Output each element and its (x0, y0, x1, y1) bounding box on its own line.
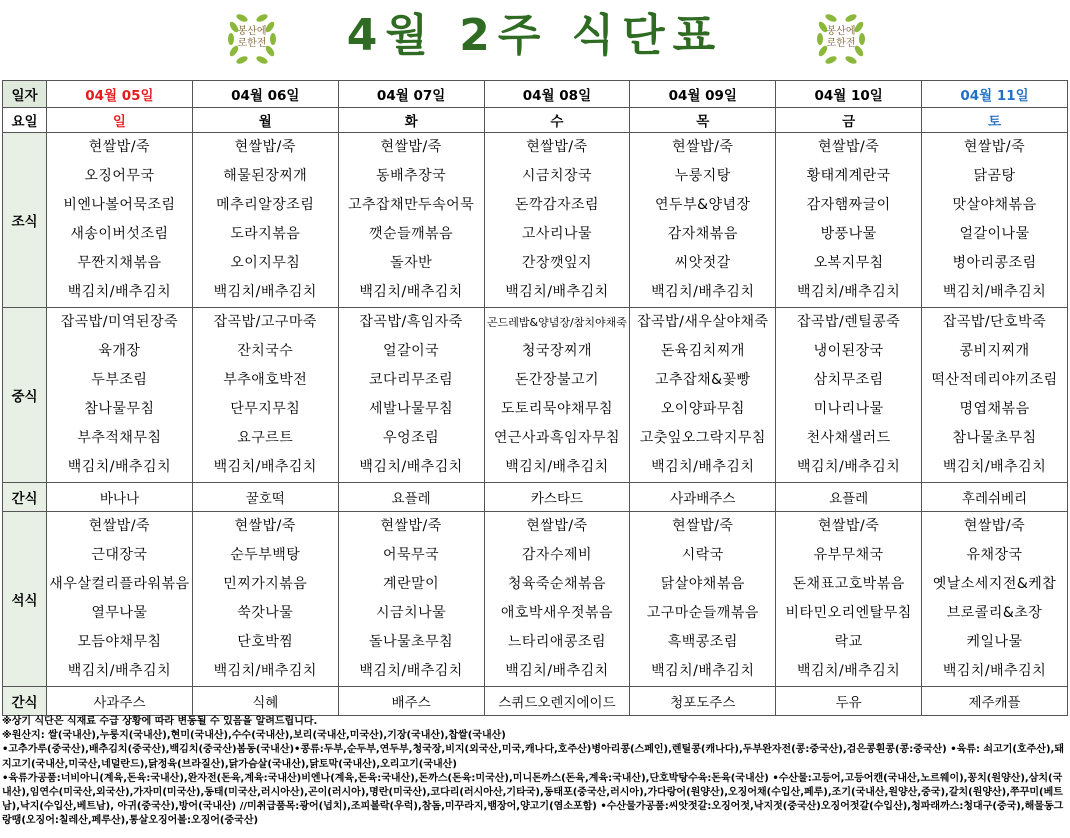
logo-text-line1: 봉산에 (826, 26, 856, 37)
dish-item: 누룽지탕 (674, 168, 731, 184)
date-cell: 04월 11일 (922, 81, 1068, 108)
dish-item: 백김치/배추김치 (213, 284, 317, 300)
dish-item: 병아리콩조림 (952, 255, 1037, 271)
breakfast-cell (338, 133, 484, 308)
dish-item: 깻순들깨볶음 (369, 226, 454, 242)
dish-item: 세발나물무침 (369, 401, 454, 417)
dish-item: 잡곡밥/고구마죽 (213, 314, 317, 330)
dish-item: 현쌀밥/죽 (526, 518, 588, 534)
lunch-cell (776, 308, 922, 483)
dish-item: 케일나물 (966, 634, 1023, 650)
snack2-label: 간식 (3, 687, 47, 716)
dish-item: 코다리무조림 (369, 372, 454, 388)
weekday-cell: 수 (484, 108, 630, 133)
dish-item: 냉이된장국 (813, 343, 884, 359)
date-cell: 04월 05일 (47, 81, 193, 108)
dish-item: 고구마순들깨볶음 (646, 605, 759, 621)
dish-item: 감자햄짜글이 (806, 197, 891, 213)
snack-cell: 사과배주스 (630, 483, 776, 512)
dish-item: 백김치/배추김치 (505, 459, 609, 475)
lunch-cell (630, 308, 776, 483)
breakfast-label: 조식 (3, 133, 47, 308)
date-cell: 04월 07일 (338, 81, 484, 108)
lunch-label: 중식 (3, 308, 47, 483)
snack-cell: 바나나 (47, 483, 193, 512)
dish-item: 비타민오리엔탈무침 (785, 605, 912, 621)
dish-item: 부추적채무침 (77, 430, 162, 446)
dish-item: 비엔나볼어묵조림 (63, 197, 176, 213)
dish-item: 돌자반 (390, 255, 433, 271)
dish-item: 백김치/배추김치 (651, 663, 755, 679)
snack-cell: 후레쉬베리 (922, 483, 1068, 512)
dinner-cell (922, 512, 1068, 687)
dish-item: 육개장 (98, 343, 141, 359)
dish-item: 백김치/배추김치 (796, 284, 901, 300)
dish-item: 현쌀밥/죽 (88, 139, 151, 155)
dish-item: 백김치/배추김치 (942, 663, 1047, 679)
dish-item: 백김치/배추김치 (942, 284, 1047, 300)
dish-item: 현쌀밥/죽 (817, 139, 880, 155)
lunch-cell (922, 308, 1068, 483)
lunch-cell (338, 308, 484, 483)
dish-item: 오이양파무침 (660, 401, 745, 417)
dish-item: 돈채표고호박볶음 (792, 576, 905, 592)
dish-item: 잡곡밥/렌틸콩죽 (796, 314, 901, 330)
dish-item: 오징어무국 (84, 168, 155, 184)
dish-item: 현쌀밥/죽 (88, 518, 151, 534)
dish-item: 우엉조림 (383, 430, 440, 446)
dinner-cell (776, 512, 922, 687)
dish-item: 현쌀밥/죽 (526, 139, 588, 155)
dish-item: 유채장국 (966, 547, 1023, 563)
dish-item: 얼갈이국 (383, 343, 440, 359)
snack-cell: 요플레 (776, 483, 922, 512)
note-line: •육류가공품:너비아니(계육,돈육:국내산),완자전(돈육,계육:국내산)비엔나(계육,돈육:국내산),돈까스(돈육:미국산),미니돈까스(돈육,계육:국내산),단호박탕수육:돈육(국내산) •수산물:고등어,고등어캔(국내산,노르웨이),꽁치(원양산),삼치(국내산),임연수(미국산,외국산),가자미(미국산),동태(미국산,러시아산),곤이(러시아),명란(미국산),코다리(러시아산,기타국),동태포(중국산,러시아),가다랑어(원양산),오징어채(수입산,페루),조기(국내산,원양산,중국),갈치(원양산),쭈꾸미(베트남),낙지(수입산,베트남), 아귀(중국산),방어(국내산) //미취급품목:광어(넙치),조피볼락(우럭),참돔,미꾸라지,뱀장어,양고기(염소포함) •수산물가공품:씨앗젓갈:오징어젓,낙지젓(중국산)오징어젓갈(수입산),청파래까스:청대구(중국),해물동그랑땡(오징어:칠레산,페루산),통살오징어볼:오징어(중국산) (2, 772, 1064, 827)
dish-item: 새송이버섯조림 (70, 226, 169, 242)
snack-cell: 요플레 (338, 483, 484, 512)
dish-item: 현쌀밥/죽 (380, 518, 442, 534)
dish-item: 백김치/배추김치 (359, 459, 463, 475)
dish-item: 해물된장찌개 (223, 168, 308, 184)
breakfast-cell (922, 133, 1068, 308)
breakfast-cell (630, 133, 776, 308)
dish-item: 현쌀밥/죽 (234, 518, 296, 534)
dish-item: 참나물초무침 (952, 430, 1037, 446)
dish-item: 현쌀밥/죽 (672, 518, 734, 534)
dish-item: 흑백콩조림 (667, 634, 738, 650)
date-cell: 04월 06일 (192, 81, 338, 108)
origin-notes (2, 715, 1066, 829)
snack-cell: 꿀호떡 (192, 483, 338, 512)
dish-item: 단호박찜 (237, 634, 294, 650)
dish-item: 백김치/배추김치 (67, 459, 172, 475)
dish-item: 열무나물 (91, 605, 148, 621)
dish-item: 황태계계란국 (806, 168, 891, 184)
weekday-cell: 금 (776, 108, 922, 133)
dish-item: 민찌가지볶음 (223, 576, 308, 592)
dish-item: 고춧잎오그락지무침 (639, 430, 766, 446)
weekday-cell: 화 (338, 108, 484, 133)
dish-item: 감자채볶음 (667, 226, 738, 242)
dish-item: 닭곰탕 (973, 168, 1016, 184)
dish-item: 돈간장불고기 (514, 372, 600, 388)
weekday-cell: 목 (630, 108, 776, 133)
dish-item: 백김치/배추김치 (651, 459, 755, 475)
menu-table (2, 80, 1068, 716)
dish-item: 현쌀밥/죽 (817, 518, 880, 534)
note-line: ※원산지: 쌀(국내산),누룽지(국내산),현미(국내산),수수(국내산),보리(국내산,미국산),기장(국내산),찹쌀(국내산) (2, 730, 506, 742)
note-line: ※상기 식단은 식재료 수급 상황에 따라 변동될 수 있음을 알려드립니다. (2, 716, 318, 727)
breakfast-cell (47, 133, 193, 308)
dish-item: 계란말이 (383, 576, 440, 592)
dish-item: 얼갈이나물 (959, 226, 1030, 242)
dish-item: 락교 (834, 634, 863, 650)
dish-item: 백김치/배추김치 (213, 663, 317, 679)
date-label: 일자 (3, 81, 47, 108)
dish-item: 돈깍감자조림 (514, 197, 600, 213)
dish-item: 모듬야채무침 (77, 634, 162, 650)
date-cell: 04월 10일 (776, 81, 922, 108)
dish-item: 새우살컬리플라워볶음 (49, 576, 190, 592)
dish-item: 근대장국 (91, 547, 148, 563)
dish-item: 느타리애콩조림 (507, 634, 607, 650)
dish-item: 잡곡밥/흑임자죽 (359, 314, 463, 330)
dish-item: 잡곡밥/새우살야채죽 (637, 314, 769, 330)
dinner-cell (338, 512, 484, 687)
dish-item: 시락국 (681, 547, 724, 563)
snack-cell: 배주스 (338, 687, 484, 716)
dinner-cell (47, 512, 193, 687)
dinner-cell (192, 512, 338, 687)
weekday-cell: 일 (47, 108, 193, 133)
lunch-cell (192, 308, 338, 483)
dish-item: 백김치/배추김치 (796, 459, 901, 475)
lunch-cell (47, 308, 193, 483)
dish-item: 콩비지찌개 (959, 343, 1030, 359)
lunch-cell (484, 308, 630, 483)
dish-item: 시금치나물 (376, 605, 447, 621)
dish-item: 방풍나물 (820, 226, 877, 242)
dish-item: 백김치/배추김치 (505, 663, 609, 679)
dish-item: 도토리묵야채무침 (500, 401, 614, 417)
dish-item: 애호박새우젓볶음 (500, 605, 614, 621)
dinner-cell (630, 512, 776, 687)
snack-cell: 사과주스 (47, 687, 193, 716)
dish-item: 잔치국수 (237, 343, 294, 359)
dish-item: 돌나물초무침 (369, 634, 454, 650)
logo-text (812, 26, 870, 50)
dish-item: 연두부&양념장 (655, 197, 751, 213)
dish-item: 돈육김치찌개 (660, 343, 745, 359)
breakfast-cell (192, 133, 338, 308)
dish-item: 닭살야채볶음 (660, 576, 745, 592)
dish-item: 오복지무침 (813, 255, 884, 271)
dish-item: 백김치/배추김치 (213, 459, 317, 475)
dish-item: 유부무채국 (813, 547, 884, 563)
dish-item: 현쌀밥/죽 (234, 139, 296, 155)
date-cell: 04월 08일 (484, 81, 630, 108)
dish-item: 청육죽순채볶음 (507, 576, 607, 592)
dish-item: 참나물무침 (84, 401, 155, 417)
dish-item: 현쌀밥/죽 (380, 139, 442, 155)
note-line: •고추가루(중국산),배추김치(중국산),백김치(중국산)봄동(국내산)•콩류:두부,순두부,연두부,청국장,비지(외국산,미국,캐나다,호주산)병아리콩(스페인),렌틸콩(캐나다),두부완자전(콩:중국산),검은콩흰콩(콩:중국산) •육류: 쇠고기(호주산),돼지고기(국내산,미국산,네덜란드),닭정육(브라질산),닭가슴살(국내산),닭토막(국내산),오리고기(국내산) (2, 744, 1064, 770)
dinner-cell (484, 512, 630, 687)
lunch-row (3, 308, 1068, 483)
weekday-row (3, 108, 1068, 133)
dish-item: 도라지볶음 (230, 226, 301, 242)
snack1-row (3, 483, 1068, 512)
dinner-row (3, 512, 1068, 687)
dish-item: 고사리나물 (521, 226, 593, 242)
dish-item: 순두부백탕 (230, 547, 301, 563)
weekday-label: 요일 (3, 108, 47, 133)
dish-item: 동배추장국 (376, 168, 447, 184)
snack-cell: 두유 (776, 687, 922, 716)
snack2-row (3, 687, 1068, 716)
logo-right (812, 10, 870, 68)
snack-cell: 청포도주스 (630, 687, 776, 716)
dinner-label: 석식 (3, 512, 47, 687)
dish-item: 떡산적데리야끼조림 (931, 372, 1058, 388)
dish-item: 감자수제비 (521, 547, 593, 563)
dish-item: 씨앗젓갈 (674, 255, 731, 271)
breakfast-row (3, 133, 1068, 308)
dish-item: 현쌀밥/죽 (963, 518, 1026, 534)
page-title: 4월 2주 식단표 (346, 10, 724, 61)
dish-item: 백김치/배추김치 (67, 663, 172, 679)
dish-item: 현쌀밥/죽 (672, 139, 734, 155)
logo-text-line2: 로한전 (237, 38, 267, 49)
header (0, 0, 1070, 82)
dish-item: 백김치/배추김치 (359, 663, 463, 679)
dish-item: 어묵무국 (383, 547, 440, 563)
dish-item: 단무지무침 (230, 401, 301, 417)
breakfast-cell (776, 133, 922, 308)
snack-cell: 카스타드 (484, 483, 630, 512)
breakfast-cell (484, 133, 630, 308)
weekday-cell: 토 (922, 108, 1068, 133)
snack-cell: 제주캐플 (922, 687, 1068, 716)
weekday-cell: 월 (192, 108, 338, 133)
dish-item: 고추잡채만두속어묵 (348, 197, 475, 213)
dish-item: 메추리알장조림 (216, 197, 315, 213)
dish-item: 오이지무침 (230, 255, 301, 271)
dish-item: 연근사과흑임자무침 (493, 430, 621, 446)
dish-item: 간장깻잎지 (521, 255, 593, 271)
dish-item: 백김치/배추김치 (505, 284, 609, 300)
dish-item: 잡곡밥/단호박죽 (942, 314, 1047, 330)
logo-text-line1: 봉산에 (237, 26, 267, 37)
dish-item: 무짠지채볶음 (77, 255, 162, 271)
snack1-label: 간식 (3, 483, 47, 512)
logo-text-line2: 로한전 (826, 38, 856, 49)
dish-item: 삼치무조림 (813, 372, 884, 388)
dish-item: 미나리나물 (813, 401, 884, 417)
dish-item: 명엽채볶음 (959, 401, 1030, 417)
dish-item: 백김치/배추김치 (651, 284, 755, 300)
dish-item: 쑥갓나물 (237, 605, 294, 621)
dish-item: 시금치장국 (521, 168, 593, 184)
dish-item: 백김치/배추김치 (359, 284, 463, 300)
snack-cell: 스퀴드오렌지에이드 (484, 687, 630, 716)
dish-item: 부추애호박전 (223, 372, 308, 388)
dish-item: 백김치/배추김치 (942, 459, 1047, 475)
date-row (3, 81, 1068, 108)
dish-item: 백김치/배추김치 (796, 663, 901, 679)
dish-item: 청국장찌개 (521, 343, 593, 359)
dish-item: 브로콜리&초장 (946, 605, 1043, 621)
dish-item: 곤드레밥&양념장/참치야채죽 (487, 316, 627, 329)
dish-item: 두부조림 (91, 372, 148, 388)
dish-item: 고추잡채&꽃빵 (655, 372, 751, 388)
dish-item: 요구르트 (237, 430, 294, 446)
dish-item: 옛날소세지전&케찹 (932, 576, 1057, 592)
dish-item: 천사채샐러드 (806, 430, 891, 446)
dish-item: 백김치/배추김치 (67, 284, 172, 300)
dish-item: 잡곡밥/미역된장죽 (60, 314, 179, 330)
dish-item: 현쌀밥/죽 (963, 139, 1026, 155)
date-cell: 04월 09일 (630, 81, 776, 108)
dish-item: 맛살야채볶음 (952, 197, 1037, 213)
snack-cell: 식혜 (192, 687, 338, 716)
